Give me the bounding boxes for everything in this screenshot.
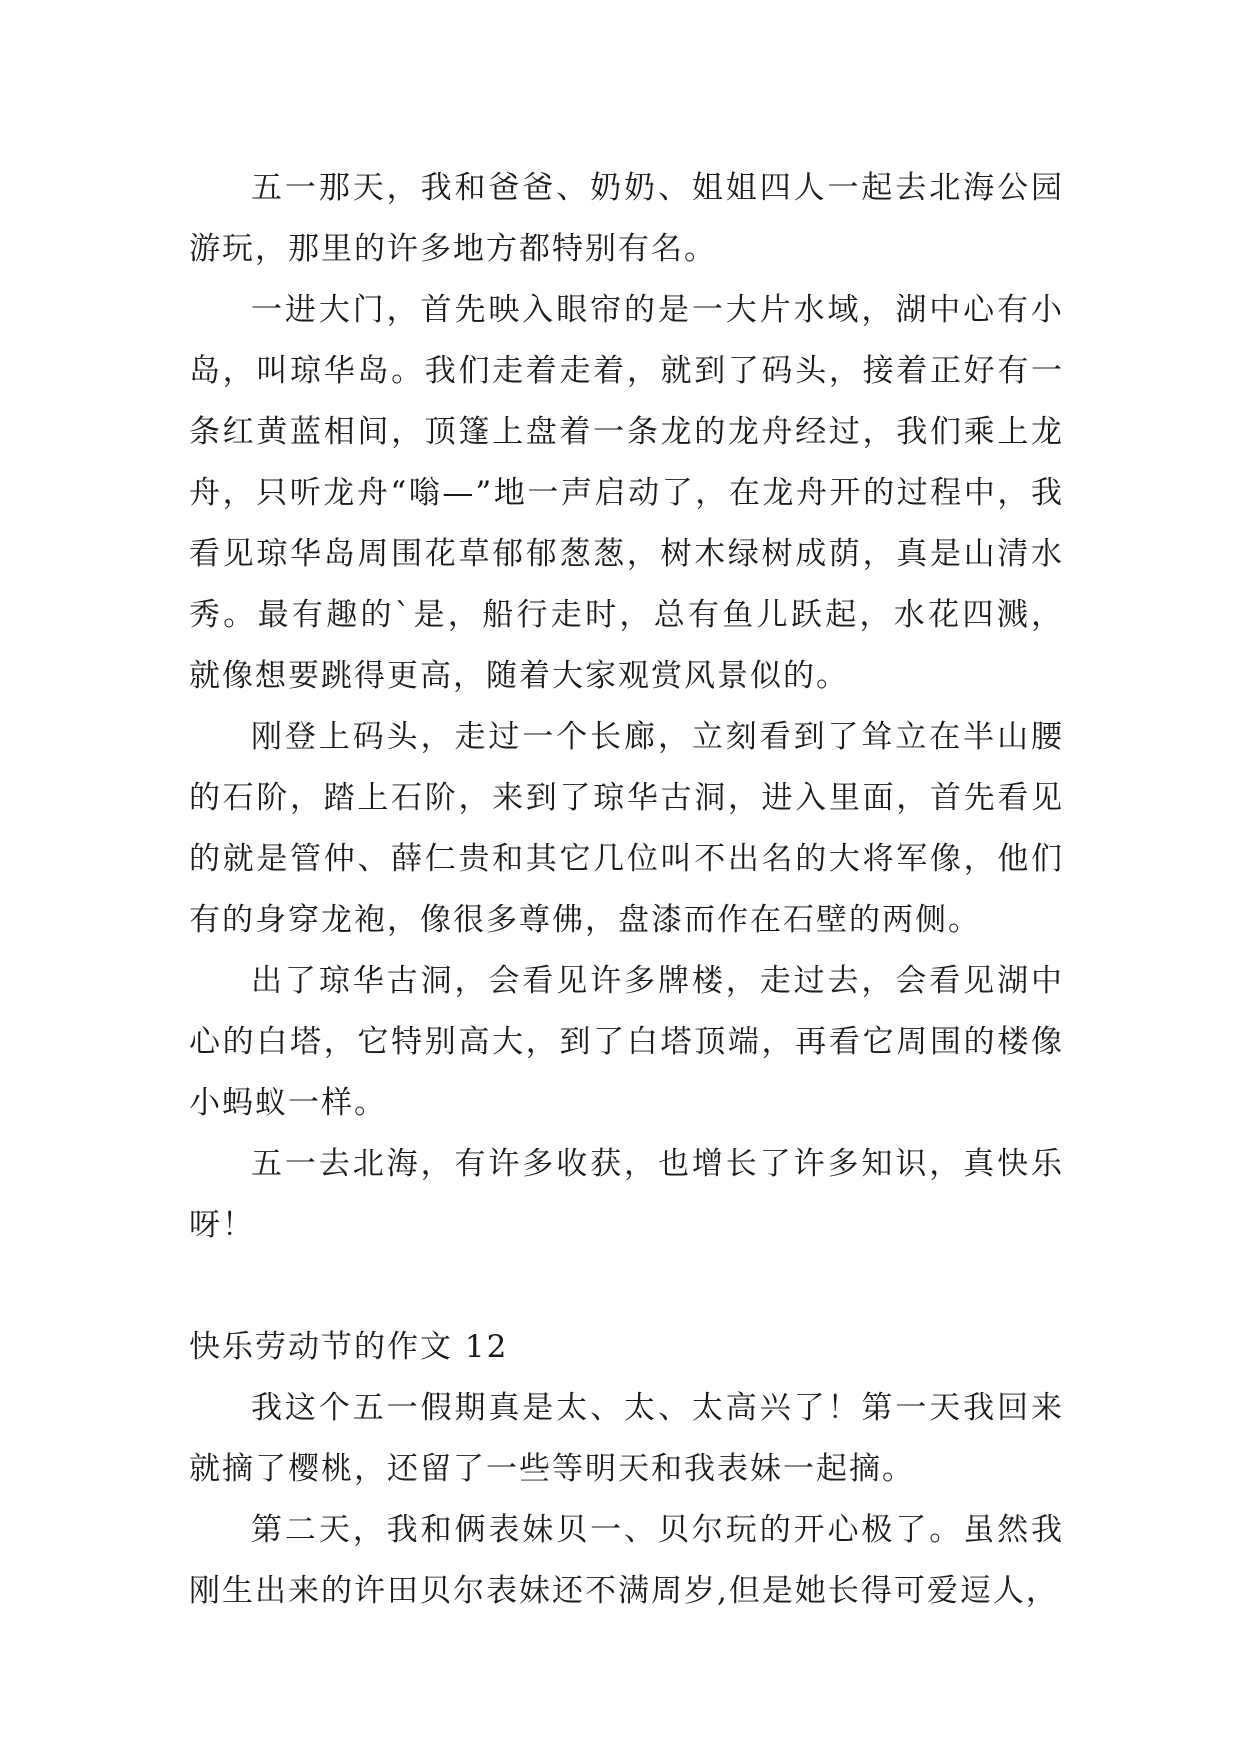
essay-paragraph: 一进大门，首先映入眼帘的是一大片水域，湖中心有小岛，叫琼华岛。我们走着走着，就到了码头，接着正好有一条红黄蓝相间，顶篷上盘着一条龙的龙舟经过，我们乘上龙舟，只听龙舟“嗡—”地一声启动了，在龙舟开的过程中，我看见琼华岛周围花草郁郁葱葱，树木绿树成荫，真是山清水秀。最有趣的`是，船行走时，总有鱼儿跃起，水花四溅，就像想要跳得更高，随着大家观赏风景似的。 — [189, 292, 1064, 694]
essay-paragraph: 我这个五一假期真是太、太、太高兴了！第一天我回来就摘了樱桃，还留了一些等明天和我表妹一起摘。 — [189, 1390, 1064, 1487]
essay-paragraph: 第二天，我和俩表妹贝一、贝尔玩的开心极了。虽然我刚生出来的许田贝尔表妹还不满周岁,但是她长得可爱逗人， — [189, 1512, 1064, 1609]
essay-paragraph: 刚登上码头，走过一个长廊，立刻看到了耸立在半山腰的石阶，踏上石阶，来到了琼华古洞，进入里面，首先看见的就是管仲、薛仁贵和其它几位叫不出名的大将军像，他们有的身穿龙袍，像很多尊佛，盘漆而作在石壁的两侧。 — [189, 719, 1064, 938]
essay-paragraph: 五一那天，我和爸爸、奶奶、姐姐四人一起去北海公园游玩，那里的许多地方都特别有名。 — [189, 170, 1064, 267]
essay-paragraph: 出了琼华古洞，会看见许多牌楼，走过去，会看见湖中心的白塔，它特别高大，到了白塔顶端，再看它周围的楼像小蚂蚁一样。 — [189, 963, 1064, 1121]
essay-content — [189, 158, 1064, 1622]
essay-paragraph: 五一去北海，有许多收获，也增长了许多知识，真快乐呀！ — [189, 1146, 1064, 1243]
essay-title: 快乐劳动节的作文 12 — [189, 1329, 509, 1365]
